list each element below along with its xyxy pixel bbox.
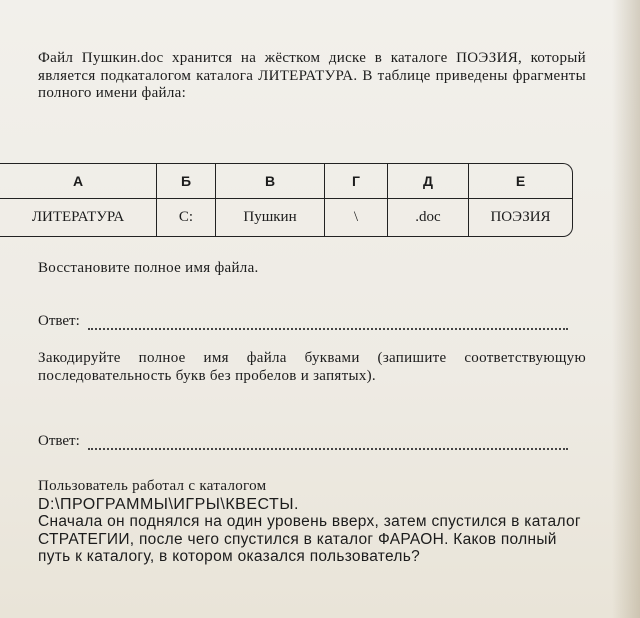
task-encode-filename: Закодируйте полное имя файла буквами (запишите соответствующую последовательность букв без пробелов и запятых). <box>38 350 586 384</box>
header-cell-g: Г <box>325 164 388 199</box>
table-value-row <box>0 199 572 236</box>
task3-description: Сначала он поднялся на один уровень вверх, затем спустился в каталог СТРАТЕГИИ, после чего спустился в каталог ФАРАОН. Каков полный путь к каталогу, в котором оказался пользователь? <box>38 513 581 565</box>
task-directory-navigation <box>38 478 586 566</box>
answer-line-2[interactable] <box>38 433 568 450</box>
intro-paragraph: Файл Пушкин.doc хранится на жёстком диске в каталоге ПОЭЗИЯ, который является подкаталогом каталога ЛИТЕРАТУРА. В таблице приведены фрагменты полного имени файла: <box>38 50 586 101</box>
task-restore-filename: Восстановите полное имя файла. <box>38 260 259 276</box>
header-cell-e: Е <box>469 164 573 199</box>
header-cell-b: Б <box>157 164 216 199</box>
value-cell-e: ПОЭЗИЯ <box>469 199 573 236</box>
value-cell-v: Пушкин <box>216 199 325 236</box>
page-edge-shadow <box>612 0 640 618</box>
header-cell-d: Д <box>388 164 469 199</box>
value-cell-d: .doc <box>388 199 469 236</box>
header-cell-v: В <box>216 164 325 199</box>
answer-label: Ответ: <box>38 433 80 449</box>
file-name-fragments-table <box>0 163 573 237</box>
value-cell-b: С: <box>157 199 216 236</box>
header-cell-a: А <box>0 164 157 199</box>
task3-intro: Пользователь работал с каталогом <box>38 478 267 494</box>
table-header-row <box>0 164 572 199</box>
answer-line-1[interactable] <box>38 313 568 330</box>
value-cell-g: \ <box>325 199 388 236</box>
task3-start-path: D:\ПРОГРАММЫ\ИГРЫ\КВЕСТЫ. <box>38 495 299 513</box>
answer-label: Ответ: <box>38 313 80 329</box>
answer-blank[interactable] <box>88 316 568 330</box>
value-cell-a: ЛИТЕРАТУРА <box>0 199 157 236</box>
answer-blank[interactable] <box>88 436 568 450</box>
